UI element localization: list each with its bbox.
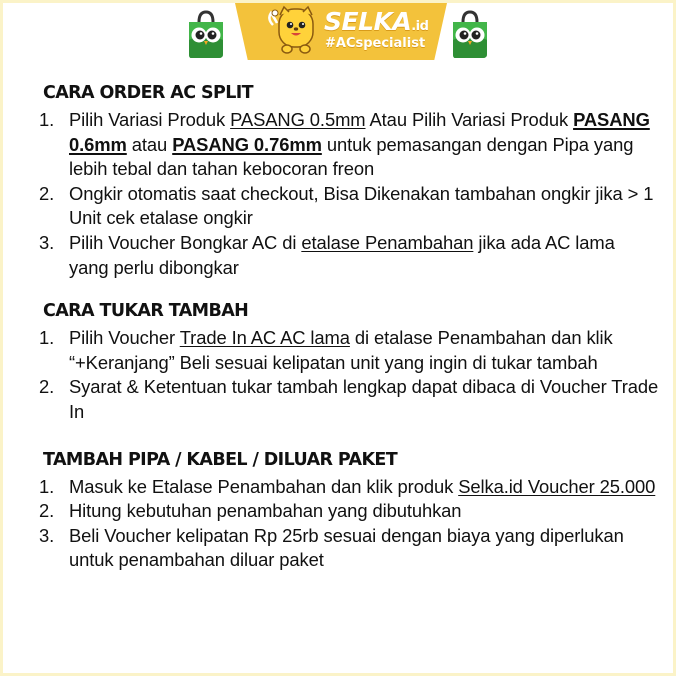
- etalase-penambahan-link: etalase Penambahan: [301, 231, 474, 253]
- step-text: atau: [126, 133, 173, 155]
- step-number: 3.: [39, 524, 55, 546]
- section-tukar-tambah: [39, 299, 659, 424]
- list-item: [39, 375, 659, 424]
- step-text: Hitung kebutuhan penambahan yang dibutuhkan: [69, 500, 462, 522]
- section-title: CARA ORDER AC SPLIT: [43, 83, 254, 103]
- list-item: [39, 499, 659, 524]
- step-text: jika ada AC lama yang perlu dibongkar: [69, 231, 615, 278]
- instructions-content: [39, 81, 659, 573]
- step-number: 1.: [39, 109, 55, 130]
- step-text: di etalase Penambahan dan klik “+Keranjang” Beli sesuai kelipatan unit yang ingin di tukar tambah: [69, 327, 613, 373]
- section-title: CARA TUKAR TAMBAH: [43, 301, 249, 322]
- brand-header: [3, 3, 676, 65]
- step-text: Pilih Voucher Bongkar AC di: [69, 231, 302, 253]
- list-item: [39, 182, 659, 231]
- trade-in-voucher-link: Trade In AC AC lama: [179, 327, 350, 349]
- section-title: TAMBAH PIPA / KABEL / DILUAR PAKET: [43, 449, 398, 470]
- tokopedia-bag-icon: [186, 10, 226, 60]
- step-text: Pilih Variasi Produk: [69, 109, 231, 130]
- list-item: [39, 475, 659, 500]
- step-text: untuk pemasangan dengan Pipa yang lebih tebal dan tahan kebocoran freon: [69, 133, 634, 180]
- step-list: [39, 326, 659, 424]
- step-text: Beli Voucher kelipatan Rp 25rb sesuai dengan biaya yang diperlukan untuk penambahan diluar paket: [69, 524, 624, 571]
- step-text: Syarat & Ketentuan tukar tambah lengkap dapat dibaca di Voucher Trade In: [69, 376, 659, 422]
- variant-pasang-06: PASANG 0.6mm: [69, 109, 650, 155]
- step-number: 3.: [39, 231, 55, 253]
- brand-suffix: .id: [411, 19, 429, 34]
- list-item: [39, 524, 659, 573]
- voucher-25000-link: Selka.id Voucher 25.000: [458, 475, 656, 497]
- lion-mascot-icon: [265, 5, 321, 57]
- step-text: Ongkir otomatis saat checkout, Bisa Dikenakan tambahan ongkir jika > 1 Unit cek etalase ongkir: [69, 182, 654, 229]
- section-cara-order: [39, 81, 659, 280]
- step-number: 2.: [39, 376, 55, 398]
- section-tambah-pipa: [39, 448, 659, 573]
- step-list: [39, 108, 659, 280]
- step-text: Masuk ke Etalase Penambahan dan klik produk: [69, 475, 459, 497]
- tokopedia-bag-icon: [450, 10, 490, 60]
- step-number: 2.: [39, 500, 55, 522]
- variant-pasang-076: PASANG 0.76mm: [172, 133, 322, 155]
- step-number: 1.: [39, 327, 55, 349]
- step-list: [39, 475, 659, 573]
- brand-name: SELKA: [324, 7, 412, 36]
- list-item: [39, 326, 659, 375]
- variant-pasang-05: PASANG 0.5mm: [230, 109, 366, 130]
- step-number: 2.: [39, 182, 55, 204]
- list-item: [39, 108, 659, 182]
- step-number: 1.: [39, 475, 55, 497]
- brand-tagline: #ACspecialist: [325, 36, 426, 51]
- step-text: Pilih Voucher: [69, 327, 180, 349]
- list-item: [39, 231, 659, 280]
- brand-logo: [324, 7, 428, 36]
- step-text: Atau Pilih Variasi Produk: [365, 109, 574, 130]
